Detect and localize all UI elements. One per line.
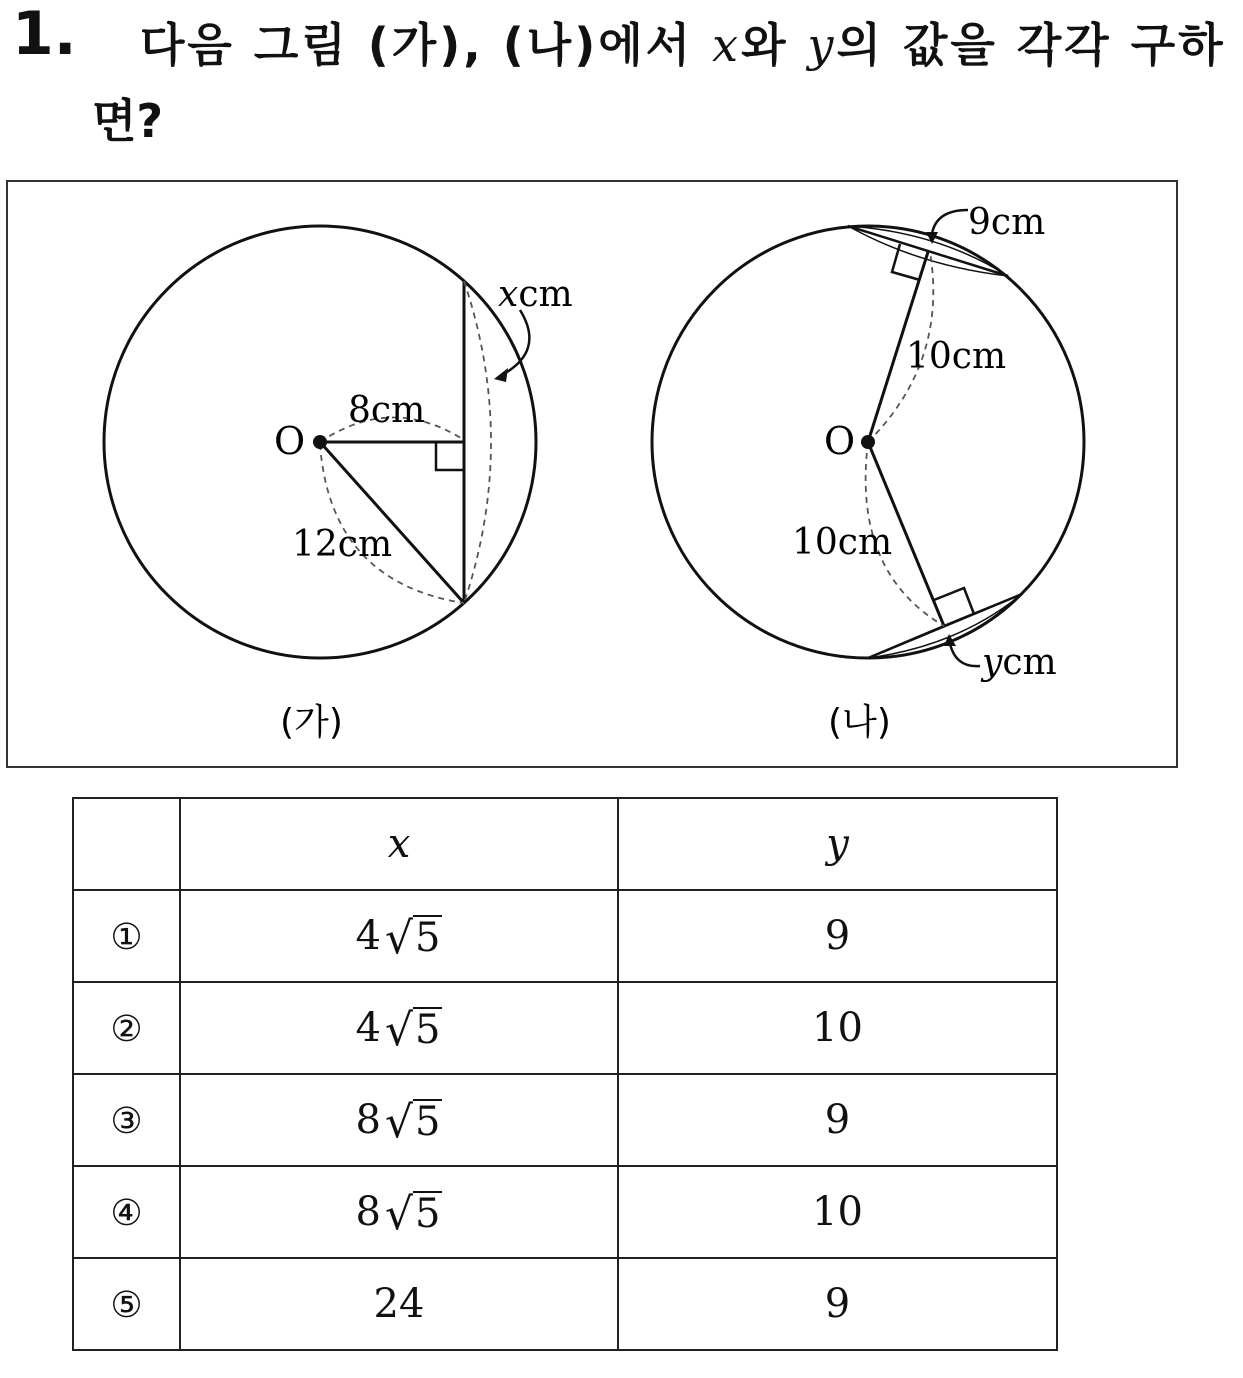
choice-y: 10 — [618, 982, 1057, 1074]
radical-sign: √ — [384, 1097, 414, 1148]
choice-row-3[interactable] — [73, 1074, 1057, 1166]
question-text-line2: 면? — [92, 94, 164, 148]
left-distance-label: 8cm — [348, 390, 426, 431]
left-label-arrow — [500, 310, 529, 376]
choice-number-label: ⑤ — [110, 1285, 143, 1326]
choice-row-4[interactable] — [73, 1166, 1057, 1258]
sqrt-radicand: 5 — [415, 915, 441, 961]
sqrt-coef: 8 — [355, 1189, 381, 1235]
right-bottom-right-angle — [934, 588, 974, 614]
header-y: y — [618, 798, 1057, 890]
question-text — [140, 18, 1226, 73]
radical-sign: √ — [384, 1005, 414, 1056]
question-var-x: x — [712, 18, 742, 72]
choice-number-label: ④ — [110, 1193, 143, 1234]
choice-number[interactable] — [73, 1074, 180, 1166]
left-radius-label: 12cm — [292, 524, 393, 565]
right-top-arrow — [932, 210, 968, 234]
right-caption: (나) — [828, 702, 891, 743]
sqrt-radicand: 5 — [415, 1191, 441, 1237]
figure-left — [104, 226, 573, 743]
question-var-y: y — [807, 18, 837, 72]
sqrt-expression — [355, 913, 443, 964]
figure-diagram — [8, 182, 1180, 770]
choice-y: 9 — [618, 1074, 1057, 1166]
answer-table — [72, 797, 1058, 1351]
choice-row-5[interactable] — [73, 1258, 1057, 1350]
choice-number[interactable] — [73, 1166, 180, 1258]
choice-number[interactable] — [73, 982, 180, 1074]
question-text-part3: 의 값을 각각 구하 — [836, 18, 1226, 72]
choice-x — [180, 890, 618, 982]
right-top-chord-label: 9cm — [968, 202, 1046, 243]
table-header-row — [73, 798, 1057, 890]
sqrt-expression — [355, 1097, 443, 1148]
choice-number[interactable] — [73, 890, 180, 982]
sqrt-expression — [355, 1189, 443, 1240]
choice-number-label: ① — [110, 917, 143, 958]
right-center-label: O — [824, 419, 856, 463]
sqrt-coef: 8 — [355, 1097, 381, 1143]
left-right-angle-mark — [436, 442, 464, 470]
right-bottom-distance-label: 10cm — [792, 522, 893, 563]
choice-x — [180, 982, 618, 1074]
header-blank — [73, 798, 180, 890]
sqrt-expression — [355, 1005, 443, 1056]
question-text-part1: 다음 그림 (가), (나)에서 — [140, 18, 713, 72]
left-center-label: O — [274, 419, 306, 463]
right-bottom-arrow — [950, 644, 980, 666]
header-x: x — [180, 798, 618, 890]
left-arrowhead — [494, 368, 508, 382]
figure-box — [6, 180, 1178, 768]
sqrt-coef: 4 — [355, 1005, 381, 1051]
right-center-dot — [861, 435, 875, 449]
left-dash-chord — [464, 281, 491, 603]
radical-sign: √ — [384, 913, 414, 964]
choice-row-1[interactable] — [73, 890, 1057, 982]
choice-number[interactable] — [73, 1258, 180, 1350]
left-caption: (가) — [280, 702, 343, 743]
figure-right — [652, 202, 1084, 743]
right-bottom-chord-label-var: y — [982, 642, 1003, 683]
left-chord-label-var: x — [498, 274, 519, 315]
choice-number-label: ③ — [110, 1101, 143, 1142]
left-center-dot — [313, 435, 327, 449]
choice-x — [180, 1166, 618, 1258]
choice-row-2[interactable] — [73, 982, 1057, 1074]
question-number: 1. — [12, 0, 77, 69]
right-bottom-chord-label-unit: cm — [1002, 642, 1057, 683]
left-chord-label-unit: cm — [518, 274, 573, 315]
choice-y: 10 — [618, 1166, 1057, 1258]
sqrt-radicand: 5 — [415, 1007, 441, 1053]
radical-sign: √ — [384, 1189, 414, 1240]
left-chord-label — [498, 274, 573, 315]
right-top-distance-label: 10cm — [906, 336, 1007, 377]
sqrt-radicand: 5 — [415, 1099, 441, 1145]
right-bottom-chord-label — [980, 642, 1057, 683]
choice-number-label: ② — [110, 1009, 143, 1050]
sqrt-coef: 4 — [355, 913, 381, 959]
choice-x: 24 — [180, 1258, 618, 1350]
choice-y: 9 — [618, 1258, 1057, 1350]
choice-y: 9 — [618, 890, 1057, 982]
question-text-part2: 와 — [741, 18, 808, 72]
choice-x — [180, 1074, 618, 1166]
